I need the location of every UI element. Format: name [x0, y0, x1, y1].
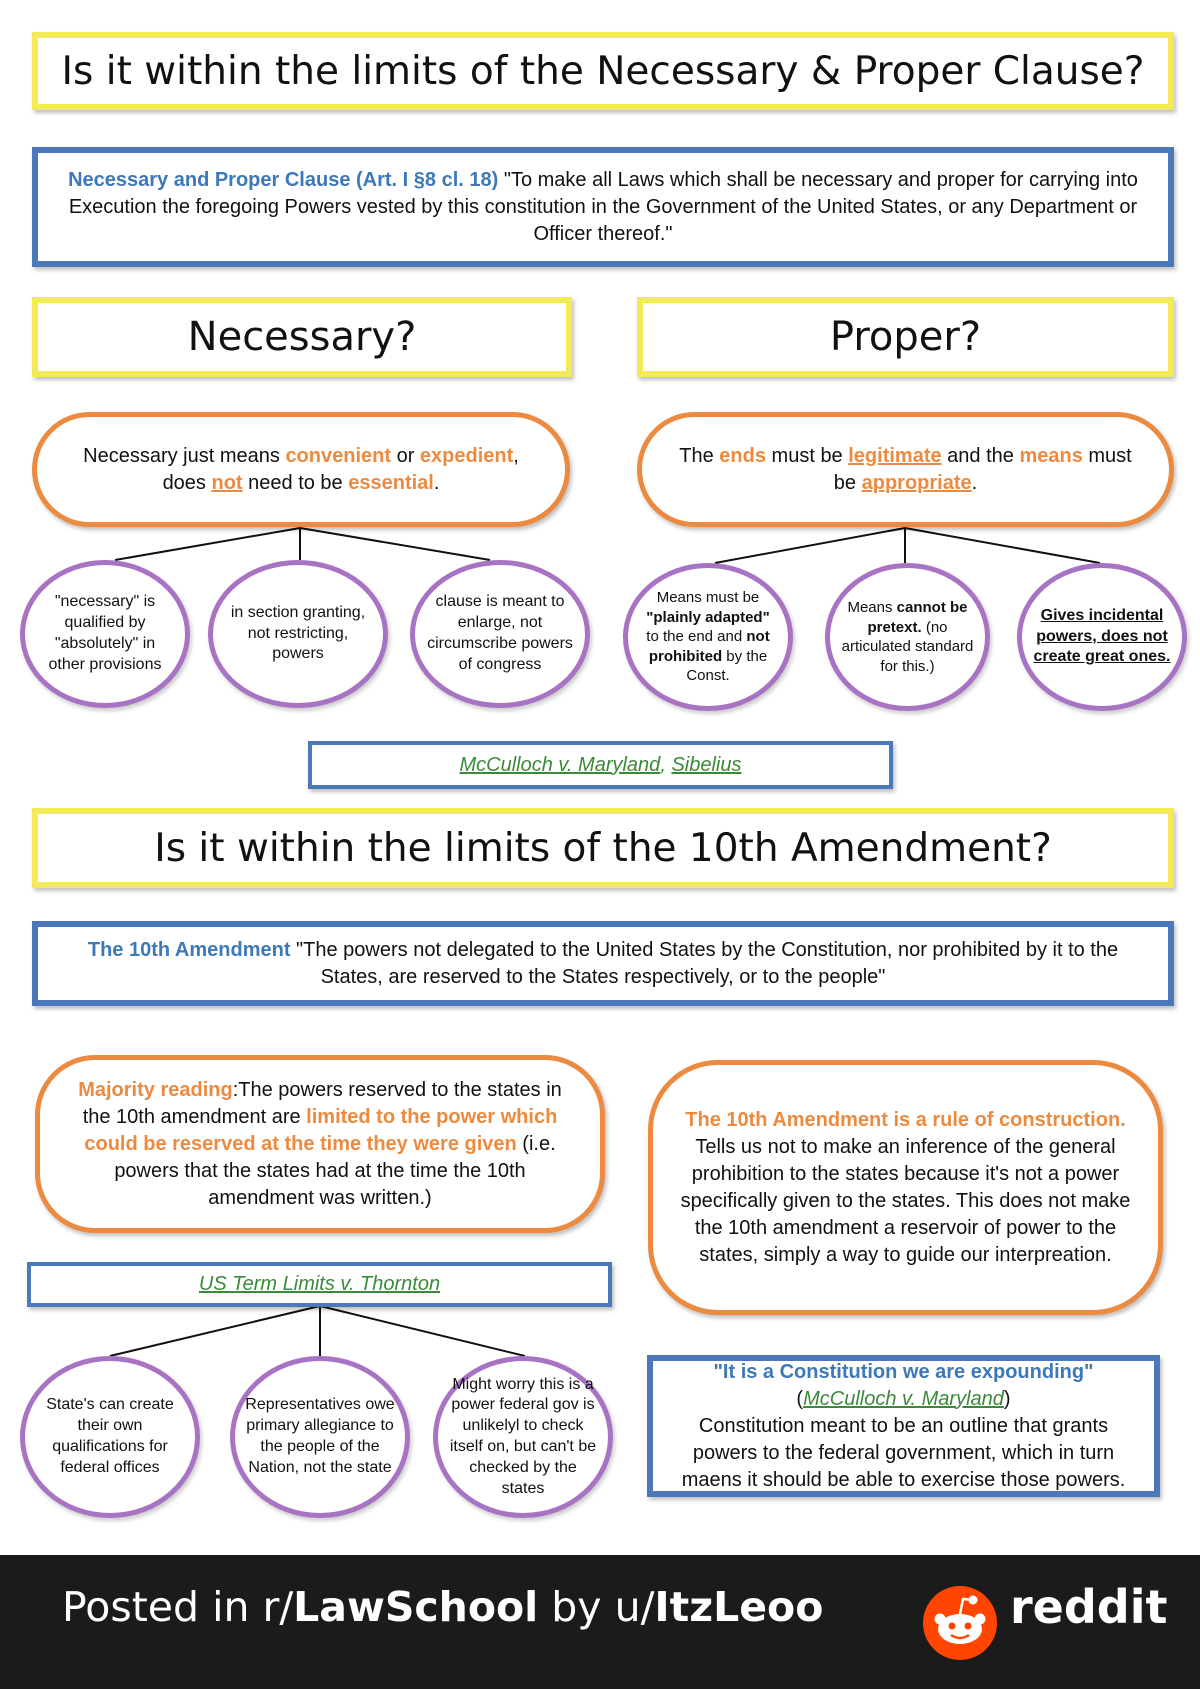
proper-oval [637, 412, 1174, 527]
cases-box-1 [308, 741, 893, 789]
text-segment: need to be [242, 471, 349, 494]
header-necessary-proper [32, 32, 1174, 110]
circle-text: Might worry this is a power federal gov is unlikelyl to check itself on, but can't be checked by the states [449, 1375, 597, 1497]
proper-heading [637, 297, 1174, 377]
plainly-adapted-term: "plainly adapted" [646, 608, 770, 626]
necessary-oval [32, 412, 570, 527]
means-term: means [1019, 444, 1083, 467]
tenth-amendment-box [32, 921, 1174, 1006]
ends-term: ends [719, 444, 766, 467]
text-segment: Means [847, 599, 897, 616]
term-limits-circle-2 [230, 1356, 410, 1518]
rule-of-construction-oval [648, 1060, 1163, 1315]
circle-text: Representatives owe primary allegiance to the people of the Nation, not the state [245, 1396, 395, 1476]
proper-heading-text: Proper? [829, 314, 982, 360]
text-segment: and the [941, 444, 1020, 467]
clause-name: Necessary and Proper Clause (Art. I §8 cl. 18) [68, 168, 499, 191]
circle-text: in section granting, not restricting, powers [230, 603, 366, 663]
text-segment: must be [765, 444, 849, 467]
proper-circle-2 [825, 563, 990, 711]
text-segment: by u/ [538, 1583, 655, 1631]
tenth-amendment-text: "The powers not delegated to the United States by the Constitution, nor prohibited by it to the States, are reserved to the States respectively, or to the people" [290, 938, 1119, 988]
text-segment: :The powers reserved to the states in the 10th amendment are [82, 1078, 562, 1128]
text-segment: ( [796, 1387, 804, 1410]
clause-box [32, 147, 1174, 267]
legitimate-term: legitimate [848, 444, 942, 467]
reddit-footer [0, 1555, 1200, 1689]
majority-reading-oval [35, 1055, 605, 1233]
text-segment: by the Const. [686, 647, 768, 685]
constitution-quote-box [647, 1355, 1160, 1497]
quote-highlight: "It is a Constitution we are expounding" [713, 1360, 1094, 1383]
header-tenth-amendment [32, 808, 1174, 888]
appropriate-term: appropriate [861, 471, 972, 494]
tenth-amendment-name: The 10th Amendment [87, 938, 291, 961]
not-term: not [211, 471, 243, 494]
case-term-limits-link[interactable]: US Term Limits v. Thornton [198, 1273, 441, 1295]
reddit-alien-icon[interactable] [923, 1586, 997, 1660]
header-tenth-amendment-text: Is it within the limits of the 10th Amendment? [154, 825, 1052, 871]
essential-term: essential [348, 471, 434, 494]
text-segment: , [660, 753, 672, 776]
proper-circle-1 [623, 563, 793, 711]
convenient-term: convenient [285, 444, 392, 467]
case-mcculloch-link[interactable]: McCulloch v. Maryland [459, 753, 661, 776]
text-segment: Means must be [656, 589, 760, 607]
pretext-term: cannot be pretext. [867, 599, 968, 636]
rule-highlight: The 10th Amendment is a rule of construction. [685, 1108, 1126, 1131]
text-segment: to the end and [646, 628, 747, 646]
text-segment: Tells us not to make an inference of the general prohibition to the states because it's not a power specifically given to the states. This does not make the 10th amendment a reservoir of power to the states, simply a way to guide our interpreation. [680, 1135, 1131, 1266]
circle-text: Gives incidental powers, does not create great ones. [1033, 606, 1171, 666]
circle-text: clause is meant to enlarge, not circumscribe powers of congress [427, 593, 573, 673]
text-segment: The [679, 444, 720, 467]
username-link[interactable]: ItzLeoo [654, 1583, 824, 1631]
majority-label: Majority reading [78, 1078, 233, 1101]
proper-circle-3 [1017, 563, 1187, 711]
case-sibelius-link[interactable]: Sibelius [671, 753, 742, 776]
text-segment: (no articulated standard for this.) [841, 618, 974, 675]
necessary-heading-text: Necessary? [187, 314, 417, 360]
reddit-wordmark: reddit [1010, 1580, 1168, 1634]
header-necessary-proper-text: Is it within the limits of the Necessary & Proper Clause? [61, 48, 1145, 94]
term-limits-circle-1 [20, 1356, 200, 1518]
subreddit-link[interactable]: LawSchool [293, 1583, 539, 1631]
text-segment: Necessary just means [83, 444, 286, 467]
cases-box-2 [27, 1262, 612, 1307]
necessary-circle-1 [20, 560, 190, 708]
clause-text: "To make all Laws which shall be necessary and proper for carrying into Execution the foregoing Powers vested by this constitution in the Government of the United States, or any Department or Officer thereof." [68, 168, 1138, 245]
text-segment: (i.e. powers that the states had at the time the 10th amendment was written.) [114, 1132, 556, 1209]
case-mcculloch-link-2[interactable]: McCulloch v. Maryland [803, 1387, 1004, 1410]
necessary-circle-2 [208, 560, 388, 708]
quote-text: Constitution meant to be an outline that grants powers to the federal government, which in turn maens it should be able to exercise those powers. [681, 1414, 1126, 1491]
majority-highlight: limited to the power which could be reserved at the time they were given [84, 1105, 558, 1155]
text-segment: . [971, 471, 978, 494]
text-segment: . [433, 471, 440, 494]
text-segment: , does [162, 444, 519, 494]
circle-text: State's can create their own qualifications for federal offices [46, 1396, 174, 1476]
text-segment: must be [833, 444, 1132, 494]
text-segment: ) [1003, 1387, 1011, 1410]
necessary-circle-3 [410, 560, 590, 708]
term-limits-circle-3 [433, 1356, 613, 1518]
circle-text: "necessary" is qualified by "absolutely" in other provisions [48, 593, 162, 673]
footer-caption [62, 1583, 823, 1631]
necessary-heading [32, 297, 572, 377]
not-prohibited-term: not prohibited [648, 628, 770, 665]
text-segment: or [391, 444, 420, 467]
expedient-term: expedient [419, 444, 514, 467]
text-segment: Posted in r/ [62, 1583, 294, 1631]
